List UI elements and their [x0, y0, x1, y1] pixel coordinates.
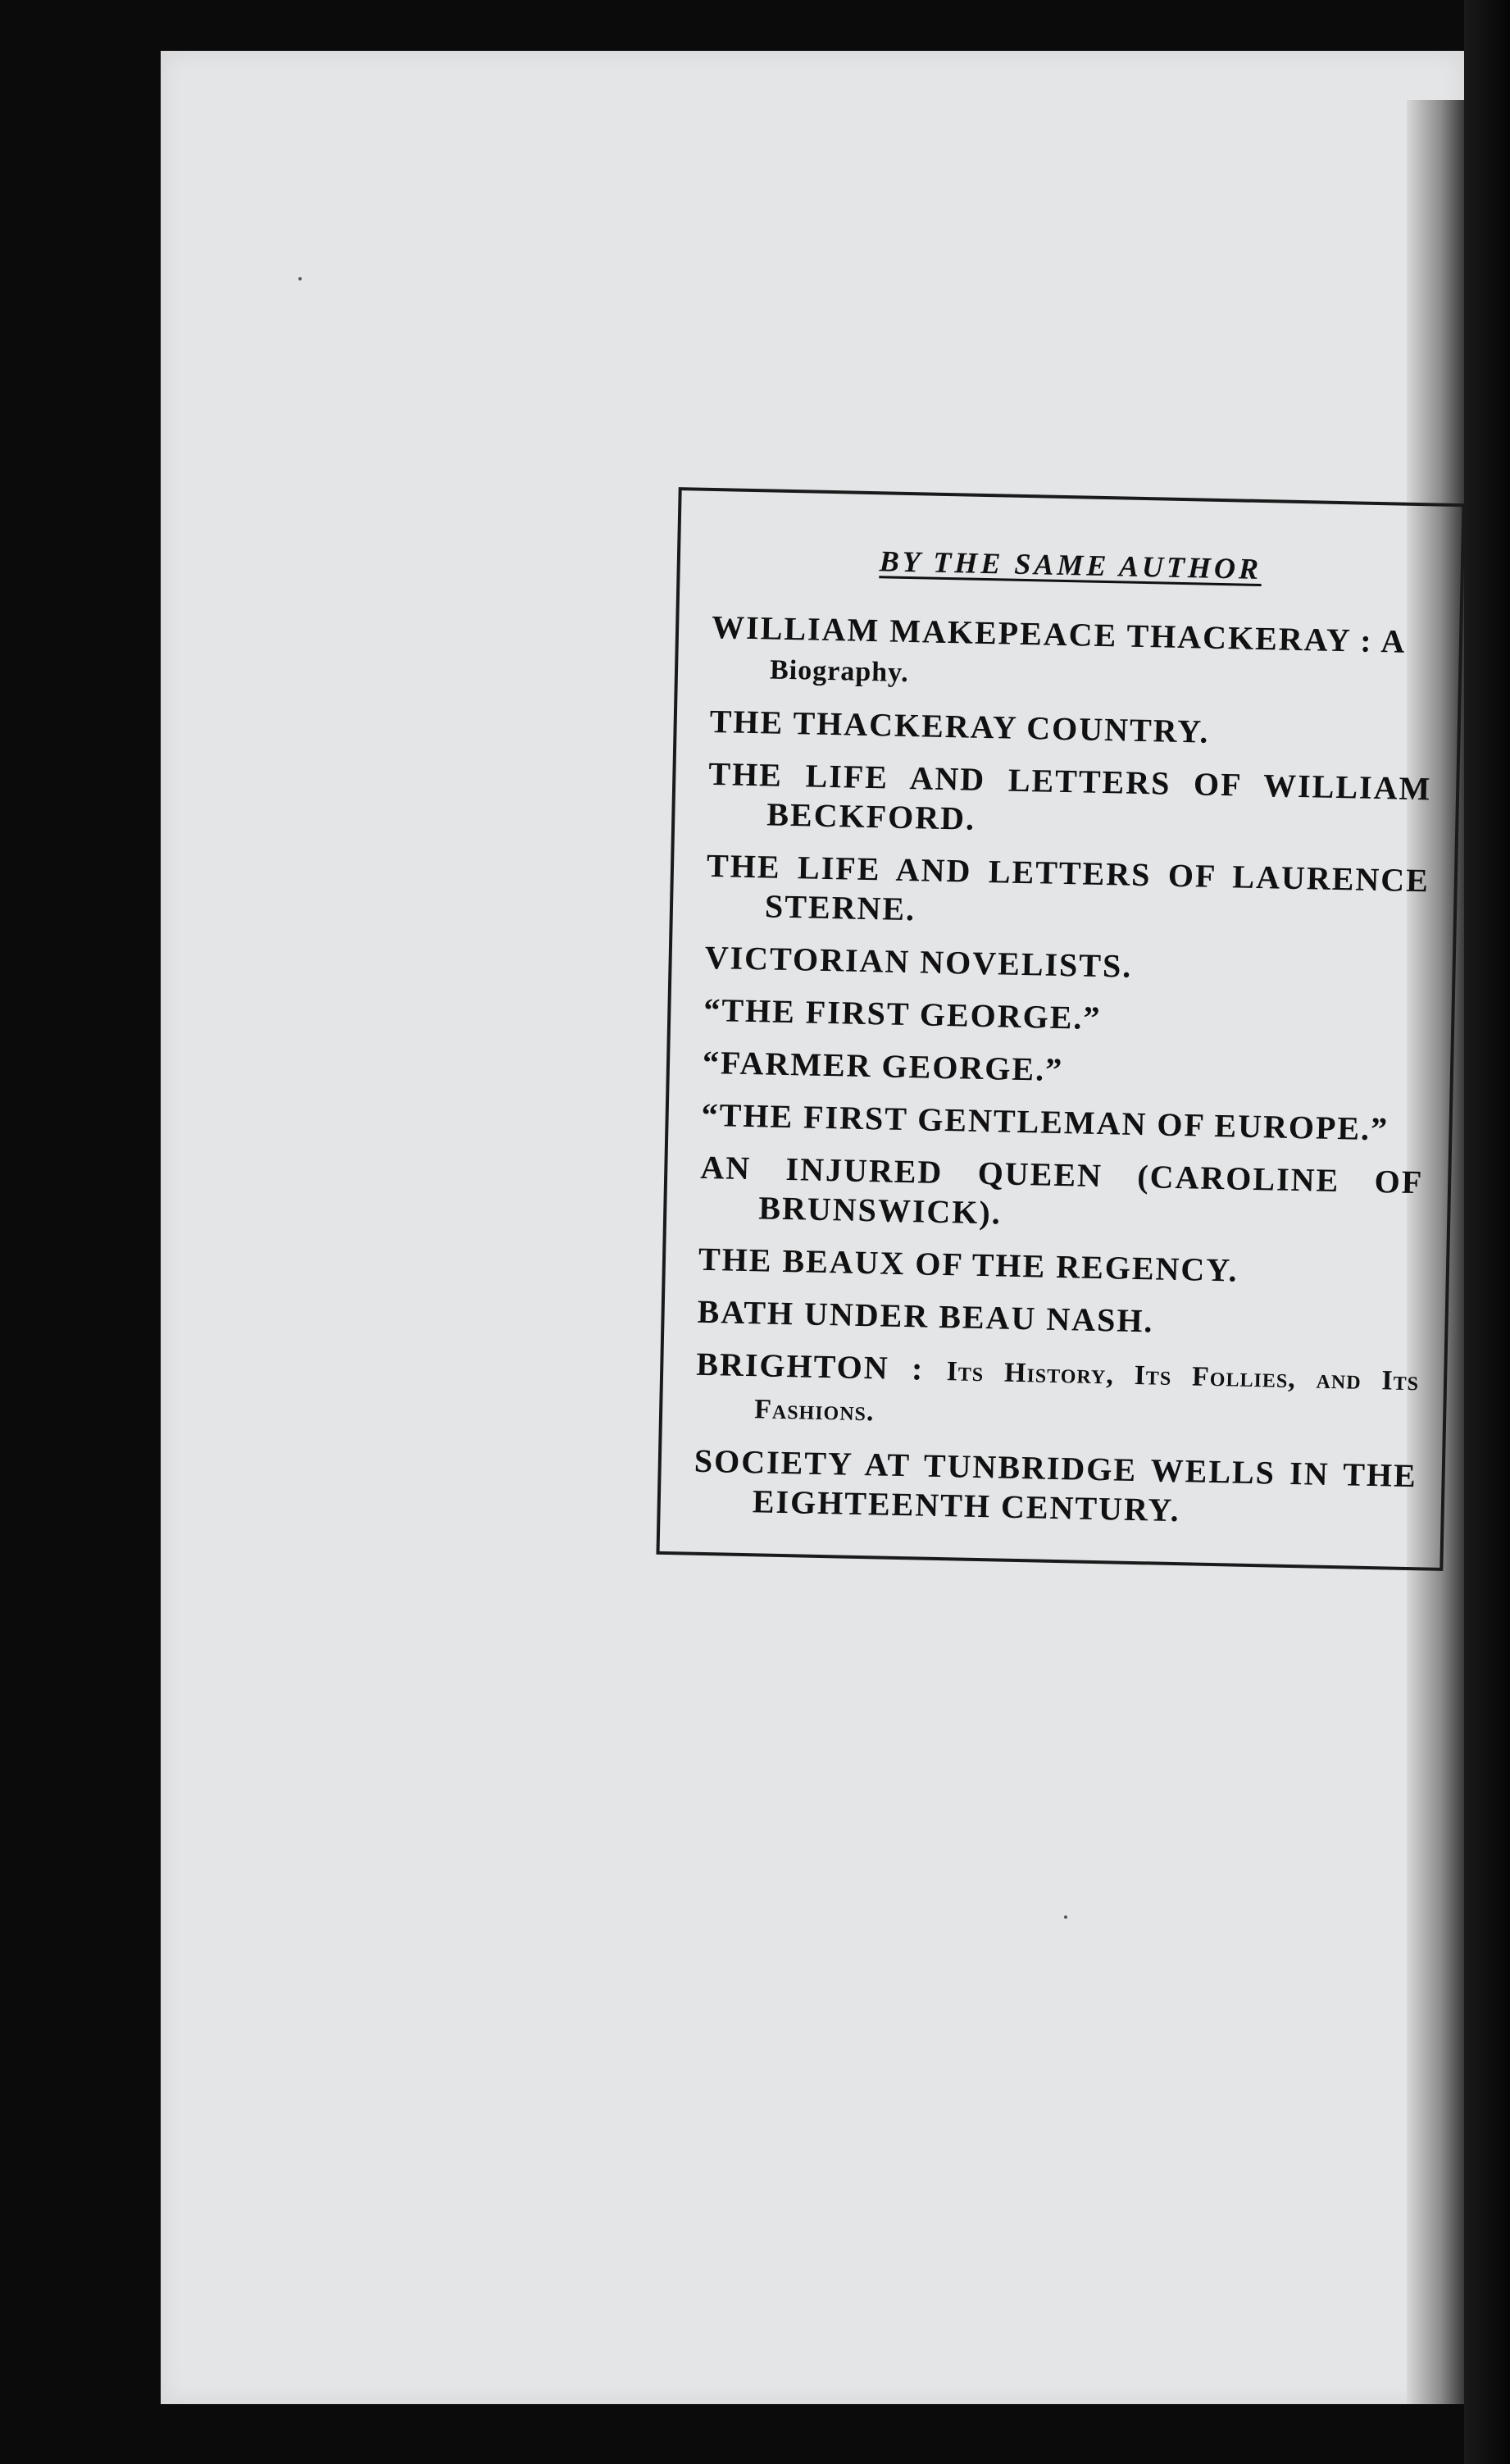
book-entry [695, 1345, 1420, 1443]
book-list [660, 607, 1459, 1536]
book-entry [701, 1095, 1425, 1150]
book-title: THE BEAUX OF THE REGENCY. [698, 1240, 1239, 1289]
list-heading: BY THE SAME AUTHOR [879, 544, 1262, 586]
book-entry [707, 754, 1432, 848]
book-page [161, 51, 1464, 2404]
book-title: THE THACKERAY COUNTRY. [709, 702, 1210, 750]
book-title: “THE FIRST GENTLEMAN OF EUROPE.” [701, 1095, 1389, 1148]
book-entry [699, 1148, 1424, 1241]
dust-speck [1064, 1915, 1067, 1919]
book-subtitle: Its History, Its Follies, and Its Fashions. [753, 1356, 1420, 1428]
book-entry [711, 608, 1435, 704]
book-title: BATH UNDER BEAU NASH. [697, 1292, 1154, 1340]
bibliography-frame [656, 487, 1465, 1571]
book-title: “FARMER GEORGE.” [702, 1043, 1064, 1089]
book-title: BRIGHTON : [695, 1345, 948, 1388]
book-title: AN INJURED QUEEN (CAROLINE OF BRUNSWICK). [699, 1148, 1424, 1232]
book-spine [1464, 0, 1510, 2464]
book-subtitle: Biography. [769, 654, 910, 689]
book-entry [697, 1292, 1421, 1346]
book-title: “THE FIRST GEORGE.” [703, 991, 1102, 1037]
book-title: VICTORIAN NOVELISTS. [704, 938, 1133, 985]
dust-speck [298, 277, 302, 280]
book-entry [703, 991, 1427, 1045]
book-entry [706, 846, 1430, 940]
book-entry [704, 938, 1428, 992]
book-title: SOCIETY AT TUNBRIDGE WELLS IN THE EIGHTEENTH CENTURY. [694, 1442, 1418, 1529]
book-entry [709, 702, 1433, 756]
book-entry [698, 1240, 1422, 1294]
book-title: WILLIAM MAKEPEACE THACKERAY : A [711, 608, 1407, 660]
book-title: THE LIFE AND LETTERS OF LAURENCE STERNE. [706, 846, 1430, 928]
book-entry [693, 1442, 1417, 1535]
book-entry [703, 1043, 1426, 1097]
book-title: THE LIFE AND LETTERS OF WILLIAM BECKFORD. [707, 754, 1432, 837]
